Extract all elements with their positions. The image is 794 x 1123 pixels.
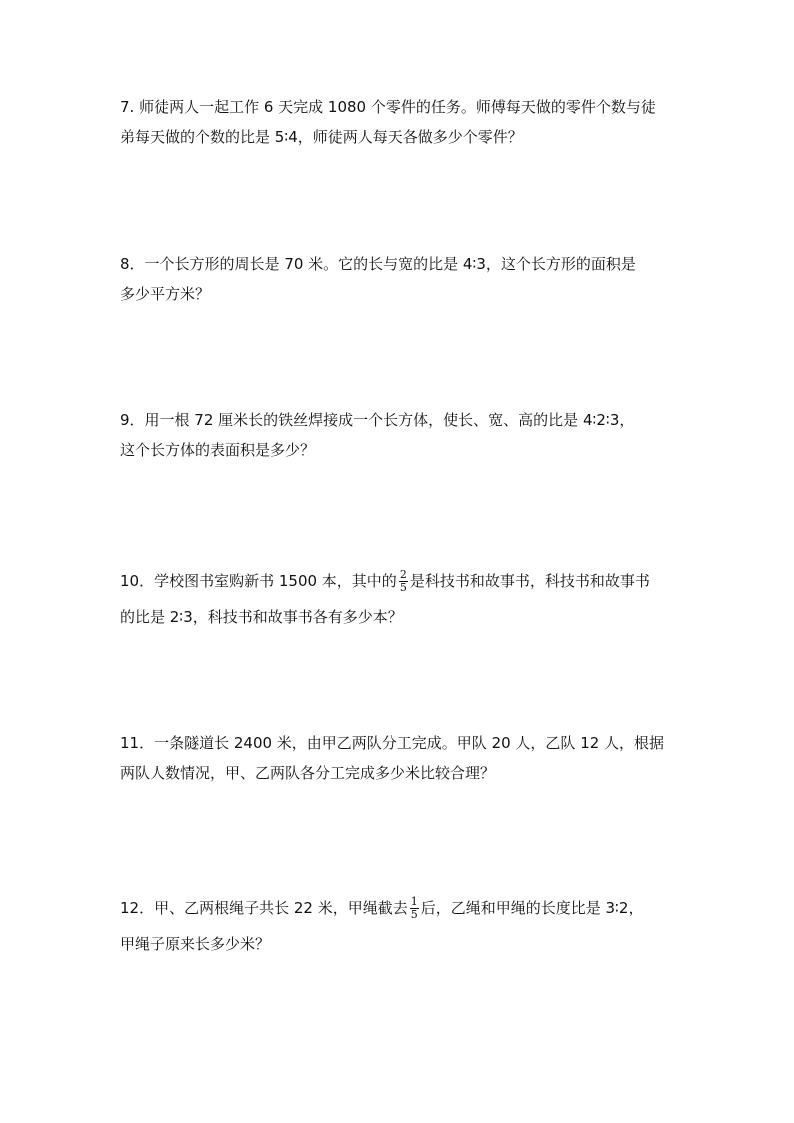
problem-11-line-2: 两队人数情况，甲、乙两队各分工完成多少米比较合理？ bbox=[120, 764, 496, 782]
problem-7-line-2: 弟每天做的个数的比是 5∶4，师徒两人每天各做多少个零件？ bbox=[120, 128, 523, 146]
problem-10-line-1 bbox=[120, 566, 680, 596]
problem-12-text-before: 12．甲、乙两根绳子共长 22 米，甲绳截去 bbox=[120, 899, 408, 917]
fraction-numerator: 2 bbox=[399, 568, 407, 581]
problem-9-line-2: 这个长方体的表面积是多少？ bbox=[120, 441, 316, 459]
problem-10-line-2: 的比是 2∶3，科技书和故事书各有多少本？ bbox=[120, 608, 403, 626]
problem-8-line-2: 多少平方米？ bbox=[120, 285, 211, 303]
problem-12-text-after: 后，乙绳和甲绳的长度比是 3∶2， bbox=[420, 899, 644, 917]
problem-8 bbox=[120, 249, 680, 309]
problem-7 bbox=[120, 92, 680, 152]
problem-8-line-1: 8．一个长方形的周长是 70 米。它的长与宽的比是 4∶3，这个长方形的面积是 bbox=[120, 255, 636, 273]
problem-10 bbox=[120, 566, 680, 632]
problem-12-line-1 bbox=[120, 893, 680, 923]
fraction-numerator: 1 bbox=[410, 895, 418, 908]
problem-12 bbox=[120, 893, 680, 959]
problem-11 bbox=[120, 728, 680, 788]
fraction-denominator: 5 bbox=[399, 581, 407, 594]
fraction-denominator: 5 bbox=[410, 908, 418, 921]
problem-10-text-before: 10．学校图书室购新书 1500 本，其中的 bbox=[120, 572, 397, 590]
fraction-two-fifths bbox=[399, 569, 408, 594]
problem-12-line-2: 甲绳子原来长多少米？ bbox=[120, 935, 271, 953]
problem-11-line-1: 11．一条隧道长 2400 米，由甲乙两队分工完成。甲队 20 人，乙队 12 人，根据 bbox=[120, 734, 665, 752]
fraction-one-fifth bbox=[410, 896, 419, 921]
problem-7-line-1: 7. 师徒两人一起工作 6 天完成 1080 个零件的任务。师傅每天做的零件个数与徒 bbox=[120, 98, 656, 116]
problem-9 bbox=[120, 405, 680, 465]
problem-10-text-after: 是科技书和故事书，科技书和故事书 bbox=[409, 572, 650, 590]
problem-9-line-1: 9．用一根 72 厘米长的铁丝焊接成一个长方体，使长、宽、高的比是 4∶2∶3， bbox=[120, 411, 635, 429]
